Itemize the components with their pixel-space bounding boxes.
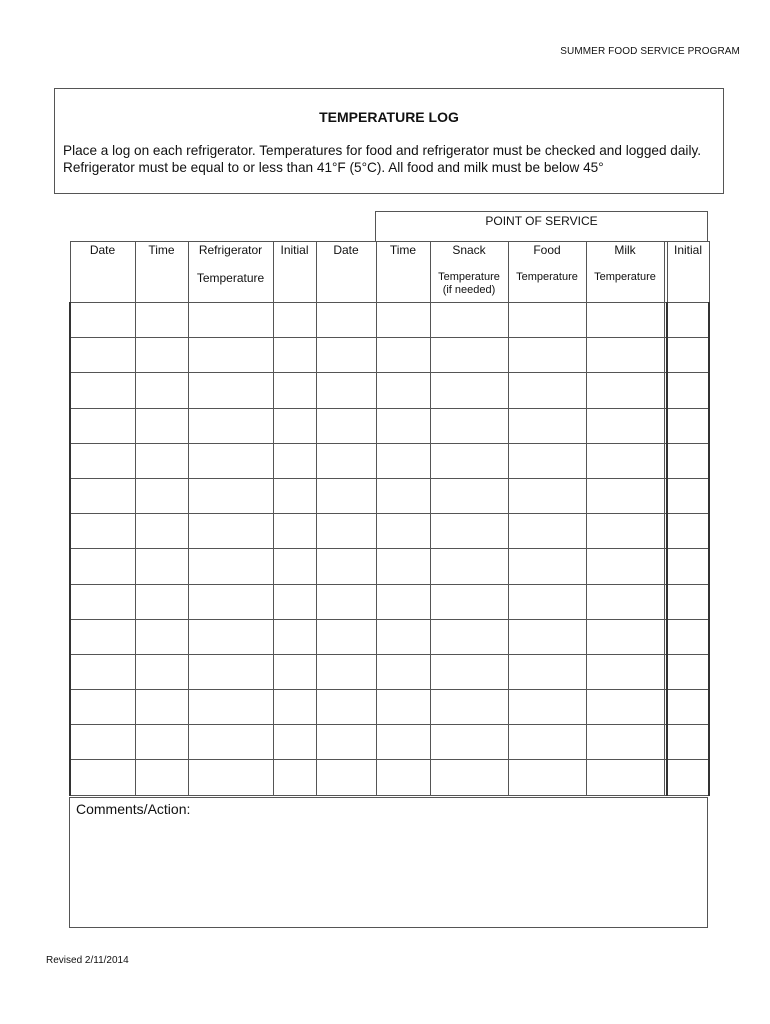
snack-temp-cell[interactable] [430,725,508,760]
date-cell[interactable] [70,725,135,760]
pos-initial-cell[interactable] [667,478,709,513]
refrigerator-temp-cell[interactable] [188,478,273,513]
pos-date-cell[interactable] [316,303,376,338]
refrigerator-temp-cell[interactable] [188,619,273,654]
refrigerator-temp-cell[interactable] [188,373,273,408]
date-cell[interactable] [70,514,135,549]
time-cell[interactable] [135,654,188,689]
page-title: TEMPERATURE LOG [319,109,459,125]
table-header-row [70,242,709,303]
initial-cell[interactable] [273,619,316,654]
date-cell[interactable] [70,408,135,443]
time-cell[interactable] [135,584,188,619]
pos-date-cell[interactable] [316,584,376,619]
milk-temp-cell[interactable] [586,478,664,513]
date-cell[interactable] [70,690,135,725]
refrigerator-temp-cell[interactable] [188,549,273,584]
date-cell[interactable] [70,338,135,373]
pos-initial-cell[interactable] [667,549,709,584]
refrigerator-temp-cell[interactable] [188,408,273,443]
time-cell[interactable] [135,690,188,725]
table-row [70,725,709,760]
date-cell[interactable] [70,654,135,689]
table-row [70,443,709,478]
pos-initial-cell[interactable] [667,408,709,443]
food-temp-cell[interactable] [508,443,586,478]
instructions-line-2: Refrigerator must be equal to or less than 41°F (5°C). All food and milk must be below 45° [63,160,604,175]
snack-temp-cell[interactable] [430,690,508,725]
col-date: Date [70,242,135,303]
pos-date-cell[interactable] [316,478,376,513]
food-temp-cell[interactable] [508,654,586,689]
initial-cell[interactable] [273,584,316,619]
pos-time-cell[interactable] [376,549,430,584]
refrigerator-temp-cell[interactable] [188,303,273,338]
time-cell[interactable] [135,549,188,584]
time-cell[interactable] [135,303,188,338]
pos-time-cell[interactable] [376,338,430,373]
col-pos-date: Date [316,242,376,303]
initial-cell[interactable] [273,725,316,760]
pos-date-cell[interactable] [316,654,376,689]
col-food-temperature: Food Temperature [508,242,586,303]
table-row [70,760,709,795]
pos-time-cell[interactable] [376,584,430,619]
pos-initial-cell[interactable] [667,760,709,795]
milk-temp-cell[interactable] [586,760,664,795]
point-of-service-header: POINT OF SERVICE [375,211,708,241]
pos-initial-cell[interactable] [667,690,709,725]
food-temp-cell[interactable] [508,725,586,760]
intro-box [54,88,724,194]
initial-cell[interactable] [273,338,316,373]
time-cell[interactable] [135,725,188,760]
initial-cell[interactable] [273,478,316,513]
instructions-line-1: Place a log on each refrigerator. Temperatures for food and refrigerator must be checked and logged daily. [63,143,702,158]
pos-initial-cell[interactable] [667,584,709,619]
time-cell[interactable] [135,478,188,513]
table-row [70,654,709,689]
instructions-text [63,142,723,176]
pos-date-cell[interactable] [316,514,376,549]
initial-cell[interactable] [273,690,316,725]
pos-initial-cell[interactable] [667,443,709,478]
pos-time-cell[interactable] [376,690,430,725]
comments-box[interactable] [69,797,708,928]
program-header: SUMMER FOOD SERVICE PROGRAM [560,46,740,57]
col-pos-initial: Initial [667,242,709,303]
food-temp-cell[interactable] [508,408,586,443]
pos-date-cell[interactable] [316,760,376,795]
time-cell[interactable] [135,408,188,443]
date-cell[interactable] [70,760,135,795]
pos-time-cell[interactable] [376,760,430,795]
table-row [70,303,709,338]
initial-cell[interactable] [273,654,316,689]
col-initial: Initial [273,242,316,303]
comments-label: Comments/Action: [76,801,191,817]
time-cell[interactable] [135,373,188,408]
refrigerator-temp-cell[interactable] [188,725,273,760]
snack-temp-cell[interactable] [430,373,508,408]
initial-cell[interactable] [273,303,316,338]
pos-initial-cell[interactable] [667,725,709,760]
initial-cell[interactable] [273,443,316,478]
initial-cell[interactable] [273,549,316,584]
initial-cell[interactable] [273,373,316,408]
table-row [70,619,709,654]
pos-date-cell[interactable] [316,373,376,408]
table-row [70,514,709,549]
milk-temp-cell[interactable] [586,619,664,654]
date-cell[interactable] [70,303,135,338]
pos-time-cell[interactable] [376,443,430,478]
pos-time-cell[interactable] [376,373,430,408]
refrigerator-temp-cell[interactable] [188,690,273,725]
table-row [70,478,709,513]
temperature-log-table [69,241,710,796]
pos-initial-cell[interactable] [667,373,709,408]
pos-initial-cell[interactable] [667,654,709,689]
snack-temp-cell[interactable] [430,760,508,795]
milk-temp-cell[interactable] [586,514,664,549]
snack-temp-cell[interactable] [430,303,508,338]
milk-temp-cell[interactable] [586,338,664,373]
milk-temp-cell[interactable] [586,443,664,478]
pos-time-cell[interactable] [376,478,430,513]
snack-temp-cell[interactable] [430,514,508,549]
snack-temp-cell[interactable] [430,338,508,373]
col-time: Time [135,242,188,303]
date-cell[interactable] [70,549,135,584]
col-refrigerator-temperature: Refrigerator Temperature [188,242,273,303]
snack-temp-cell[interactable] [430,654,508,689]
food-temp-cell[interactable] [508,584,586,619]
pos-date-cell[interactable] [316,443,376,478]
milk-temp-cell[interactable] [586,584,664,619]
initial-cell[interactable] [273,408,316,443]
pos-initial-cell[interactable] [667,338,709,373]
refrigerator-temp-cell[interactable] [188,443,273,478]
pos-time-cell[interactable] [376,514,430,549]
food-temp-cell[interactable] [508,760,586,795]
pos-time-cell[interactable] [376,303,430,338]
table-row [70,549,709,584]
food-temp-cell[interactable] [508,338,586,373]
food-temp-cell[interactable] [508,619,586,654]
time-cell[interactable] [135,514,188,549]
pos-time-cell[interactable] [376,619,430,654]
time-cell[interactable] [135,338,188,373]
food-temp-cell[interactable] [508,690,586,725]
date-cell[interactable] [70,619,135,654]
table-row [70,690,709,725]
milk-temp-cell[interactable] [586,725,664,760]
milk-temp-cell[interactable] [586,690,664,725]
date-cell[interactable] [70,373,135,408]
time-cell[interactable] [135,443,188,478]
milk-temp-cell[interactable] [586,654,664,689]
date-cell[interactable] [70,478,135,513]
milk-temp-cell[interactable] [586,549,664,584]
snack-temp-cell[interactable] [430,619,508,654]
table-row [70,373,709,408]
food-temp-cell[interactable] [508,514,586,549]
milk-temp-cell[interactable] [586,303,664,338]
time-cell[interactable] [135,760,188,795]
refrigerator-temp-cell[interactable] [188,654,273,689]
food-temp-cell[interactable] [508,303,586,338]
food-temp-cell[interactable] [508,373,586,408]
refrigerator-temp-cell[interactable] [188,338,273,373]
pos-initial-cell[interactable] [667,303,709,338]
col-snack-temperature: Snack Temperature (if needed) [430,242,508,303]
table-row [70,338,709,373]
snack-temp-cell[interactable] [430,408,508,443]
table-row [70,408,709,443]
pos-date-cell[interactable] [316,725,376,760]
snack-temp-cell[interactable] [430,443,508,478]
snack-temp-cell[interactable] [430,478,508,513]
date-cell[interactable] [70,584,135,619]
col-milk-temperature: Milk Temperature [586,242,664,303]
pos-date-cell[interactable] [316,338,376,373]
initial-cell[interactable] [273,514,316,549]
milk-temp-cell[interactable] [586,408,664,443]
time-cell[interactable] [135,619,188,654]
refrigerator-temp-cell[interactable] [188,514,273,549]
food-temp-cell[interactable] [508,478,586,513]
log-body [70,303,709,796]
pos-date-cell[interactable] [316,690,376,725]
pos-date-cell[interactable] [316,619,376,654]
table-row [70,584,709,619]
snack-temp-cell[interactable] [430,549,508,584]
milk-temp-cell[interactable] [586,373,664,408]
pos-time-cell[interactable] [376,654,430,689]
initial-cell[interactable] [273,760,316,795]
pos-initial-cell[interactable] [667,514,709,549]
pos-initial-cell[interactable] [667,619,709,654]
refrigerator-temp-cell[interactable] [188,760,273,795]
revised-date: Revised 2/11/2014 [46,955,129,966]
pos-date-cell[interactable] [316,549,376,584]
pos-time-cell[interactable] [376,408,430,443]
refrigerator-temp-cell[interactable] [188,584,273,619]
col-pos-time: Time [376,242,430,303]
snack-temp-cell[interactable] [430,584,508,619]
date-cell[interactable] [70,443,135,478]
food-temp-cell[interactable] [508,549,586,584]
pos-date-cell[interactable] [316,408,376,443]
pos-time-cell[interactable] [376,725,430,760]
